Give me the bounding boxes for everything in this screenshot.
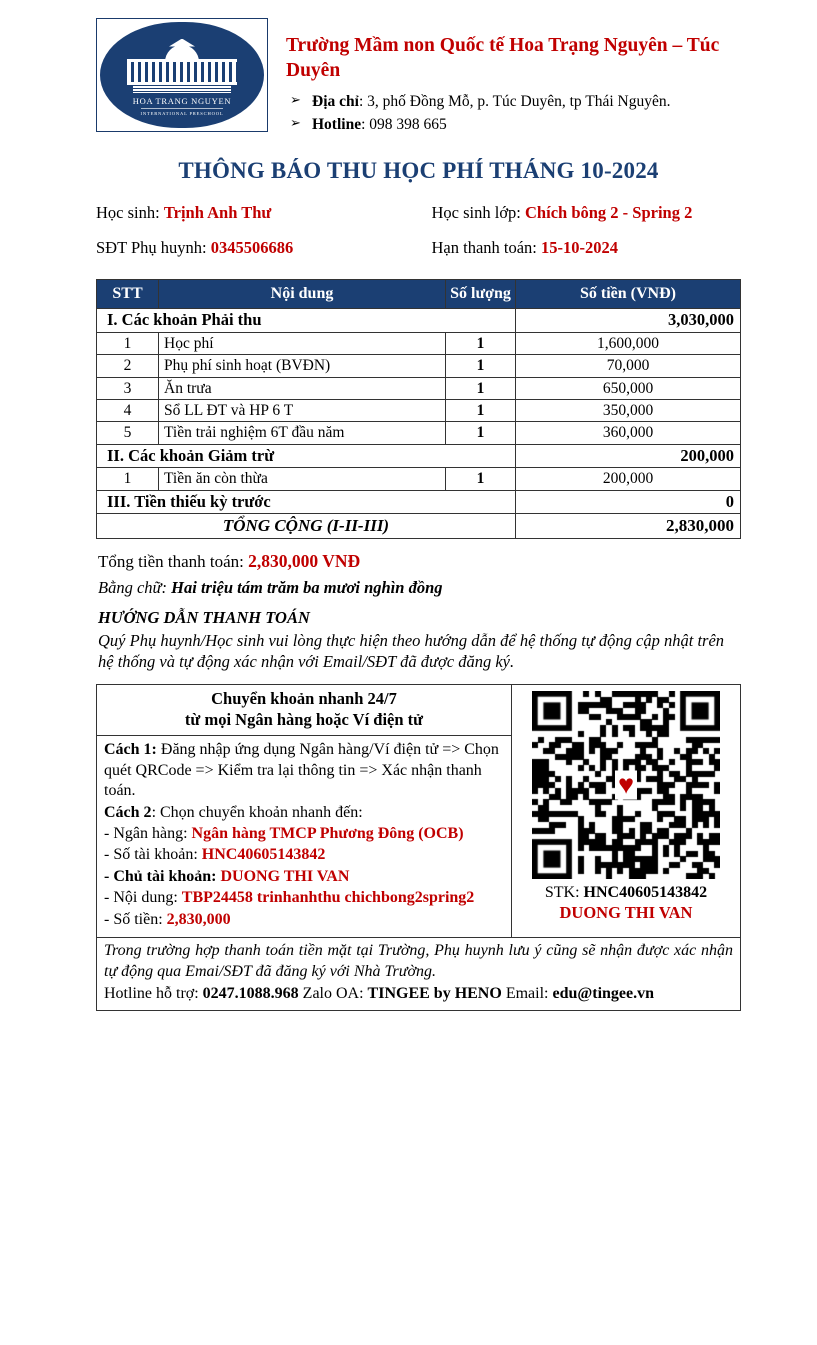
row-qty: 1 [446, 377, 516, 399]
payment-account [104, 845, 504, 865]
col-qty: Số lượng [446, 280, 516, 309]
table-group-row [97, 490, 741, 514]
building-icon [127, 39, 237, 93]
qr-stk-label: STK: [544, 883, 580, 901]
school-info [286, 18, 741, 136]
table-row [97, 422, 741, 444]
row-amount: 650,000 [516, 377, 741, 399]
student-info [96, 202, 741, 271]
qr-stk-value: HNC40605143842 [583, 883, 708, 901]
row-qty: 1 [446, 468, 516, 490]
bank-value: Ngân hàng TMCP Phương Đông (OCB) [191, 825, 464, 842]
amount-in-words-label: Bằng chữ: [98, 577, 168, 597]
row-stt: 3 [97, 377, 159, 399]
logo-subtitle: INTERNATIONAL PRESCHOOL [141, 108, 224, 116]
row-name: Sổ LL ĐT và HP 6 T [159, 400, 446, 422]
due-label: Hạn thanh toán: [431, 237, 537, 257]
school-hotline [286, 113, 741, 136]
school-name: Trường Mầm non Quốc tế Hoa Trạng Nguyên – Túc Duyên [286, 35, 720, 81]
payment-header-line2: từ mọi Ngân hàng hoặc Ví điện tử [184, 709, 424, 729]
table-row [97, 468, 741, 490]
total-amount: 2,830,000 [516, 514, 741, 538]
total-payment-value: 2,830,000 VNĐ [248, 550, 361, 571]
footer-note: Trong trường hợp thanh toán tiền mặt tại Trường, Phụ huynh lưu ý cũng sẽ nhận được xác nhận tự động qua Emai/SĐT đã đăng ký với Nhà Trường. [104, 942, 733, 981]
address-value: : 3, phố Đồng Mỗ, p. Túc Duyên, tp Thái Nguyên. [358, 92, 671, 110]
payment-instructions [97, 685, 512, 937]
due-date-row [432, 237, 742, 258]
page-title: THÔNG BÁO THU HỌC PHÍ THÁNG 10-2024 [178, 158, 659, 184]
payment-amount [104, 910, 504, 930]
row-qty: 1 [446, 400, 516, 422]
email-label: Email: [505, 984, 549, 1002]
payment-amount-value: 2,830,000 [166, 910, 231, 928]
row-stt: 2 [97, 355, 159, 377]
content-label: - Nội dung: [104, 889, 178, 907]
row-amount: 360,000 [516, 422, 741, 444]
payment-guide-title: HƯỚNG DẪN THANH TOÁN [98, 607, 310, 627]
payment-box-header [97, 685, 511, 736]
row-name: Tiền ăn còn thừa [159, 468, 446, 490]
account-label: - Số tài khoản: [104, 846, 198, 864]
row-amount: 1,600,000 [516, 332, 741, 354]
payment-box [96, 684, 741, 1011]
payment-content [104, 888, 504, 908]
zalo-value: TINGEE by HENO [367, 984, 502, 1002]
account-value: HNC40605143842 [201, 846, 326, 864]
amount-in-words-value: Hai triệu tám trăm ba mươi nghìn đồng [171, 577, 443, 597]
total-label: TỔNG CỘNG (I-II-III) [97, 514, 516, 538]
row-name: Tiền trải nghiệm 6T đầu năm [159, 422, 446, 444]
due-value: 15-10-2024 [541, 237, 619, 257]
row-qty: 1 [446, 422, 516, 444]
payment-amount-label: - Số tiền: [104, 910, 163, 928]
info-column-left [96, 202, 406, 271]
group-label: I. Các khoản Phải thu [97, 309, 516, 333]
table-group-row [97, 309, 741, 333]
payment-way2 [104, 803, 504, 823]
student-value: Trịnh Anh Thư [163, 203, 272, 223]
student-name-row [96, 202, 406, 223]
phone-label: SĐT Phụ huynh: [96, 237, 207, 257]
arrow-bullet-icon: ➢ [290, 115, 301, 131]
total-payment-label: Tổng tiền thanh toán: [98, 551, 244, 571]
payment-owner [104, 867, 504, 887]
address-label: Địa chỉ [312, 92, 359, 110]
document-header [96, 18, 741, 136]
student-label: Học sinh: [96, 203, 160, 223]
way2-label: Cách 2 [104, 803, 152, 821]
payment-way1 [104, 740, 504, 801]
row-name: Ăn trưa [159, 377, 446, 399]
table-row [97, 332, 741, 354]
row-qty: 1 [446, 355, 516, 377]
parent-phone-row [96, 237, 406, 258]
email-value: edu@tingee.vn [552, 984, 655, 1002]
col-amount: Số tiền (VNĐ) [516, 280, 741, 309]
col-stt: STT [97, 280, 159, 309]
qr-owner-name: DUONG THI VAN [559, 903, 693, 923]
table-group-row [97, 444, 741, 468]
support-hotline-value: 0247.1088.968 [202, 984, 299, 1002]
table-row [97, 377, 741, 399]
row-stt: 5 [97, 422, 159, 444]
logo-name: HOA TRANG NGUYEN [132, 95, 232, 106]
class-value: Chích bông 2 - Spring 2 [525, 203, 693, 223]
qr-account-line [545, 883, 707, 902]
footer-contacts [104, 984, 733, 1005]
fee-table-body [97, 309, 741, 538]
phone-value: 0345506686 [210, 237, 294, 257]
amount-in-words-line [98, 578, 741, 598]
info-column-right [406, 202, 742, 271]
group-amount: 3,030,000 [516, 309, 741, 333]
hotline-label: Hotline [312, 116, 362, 134]
row-amount: 350,000 [516, 400, 741, 422]
group-amount: 0 [516, 490, 741, 514]
table-total-row [97, 514, 741, 538]
qr-panel [512, 685, 740, 937]
row-stt: 1 [97, 332, 159, 354]
row-amount: 70,000 [516, 355, 741, 377]
payment-header-line1: Chuyển khoản nhanh 24/7 [211, 688, 397, 708]
way1-text: Đăng nhập ứng dụng Ngân hàng/Ví điện tử => Chọn quét QRCode => Kiểm tra lại thông tin => Xác nhận thanh toán. [104, 741, 499, 800]
class-row [432, 202, 742, 223]
row-name: Phụ phí sinh hoạt (BVĐN) [159, 355, 446, 377]
row-amount: 200,000 [516, 468, 741, 490]
table-row [97, 355, 741, 377]
row-stt: 4 [97, 400, 159, 422]
content-value: TBP24458 trinhanhthu chichbong2spring2 [181, 889, 475, 907]
hotline-value: : 098 398 665 [361, 116, 447, 134]
payment-guide-text: Quý Phụ huynh/Học sinh vui lòng thực hiện theo hướng dẫn để hệ thống tự động cập nhật trên hệ thống và tự động xác nhận với Email/SĐT đã được đăng ký. [98, 630, 725, 671]
bank-label: - Ngân hàng: [104, 825, 188, 842]
arrow-bullet-icon: ➢ [290, 91, 301, 107]
heart-icon: ♥ [615, 770, 637, 799]
group-label: II. Các khoản Giảm trừ [97, 444, 516, 468]
qr-code[interactable] [532, 691, 720, 879]
payment-footer [97, 937, 740, 1009]
payment-bank [104, 824, 504, 844]
way2-text: : Chọn chuyển khoản nhanh đến: [151, 803, 363, 821]
class-label: Học sinh lớp: [431, 203, 521, 223]
col-content: Nội dung [159, 280, 446, 309]
owner-label: - Chủ tài khoản: [104, 867, 217, 885]
school-address [286, 90, 741, 113]
way1-label: Cách 1: [104, 741, 157, 759]
group-label: III. Tiền thiếu kỳ trước [97, 490, 516, 514]
table-row [97, 400, 741, 422]
fee-table [96, 279, 741, 538]
total-payment-line [98, 551, 741, 572]
row-qty: 1 [446, 332, 516, 354]
school-logo [96, 18, 268, 132]
support-hotline-label: Hotline hỗ trợ: [104, 984, 199, 1002]
owner-value: DUONG THI VAN [220, 867, 350, 885]
table-header-row [97, 280, 741, 309]
group-amount: 200,000 [516, 444, 741, 468]
zalo-label: Zalo OA: [302, 984, 364, 1002]
row-stt: 1 [97, 468, 159, 490]
row-name: Học phí [159, 332, 446, 354]
